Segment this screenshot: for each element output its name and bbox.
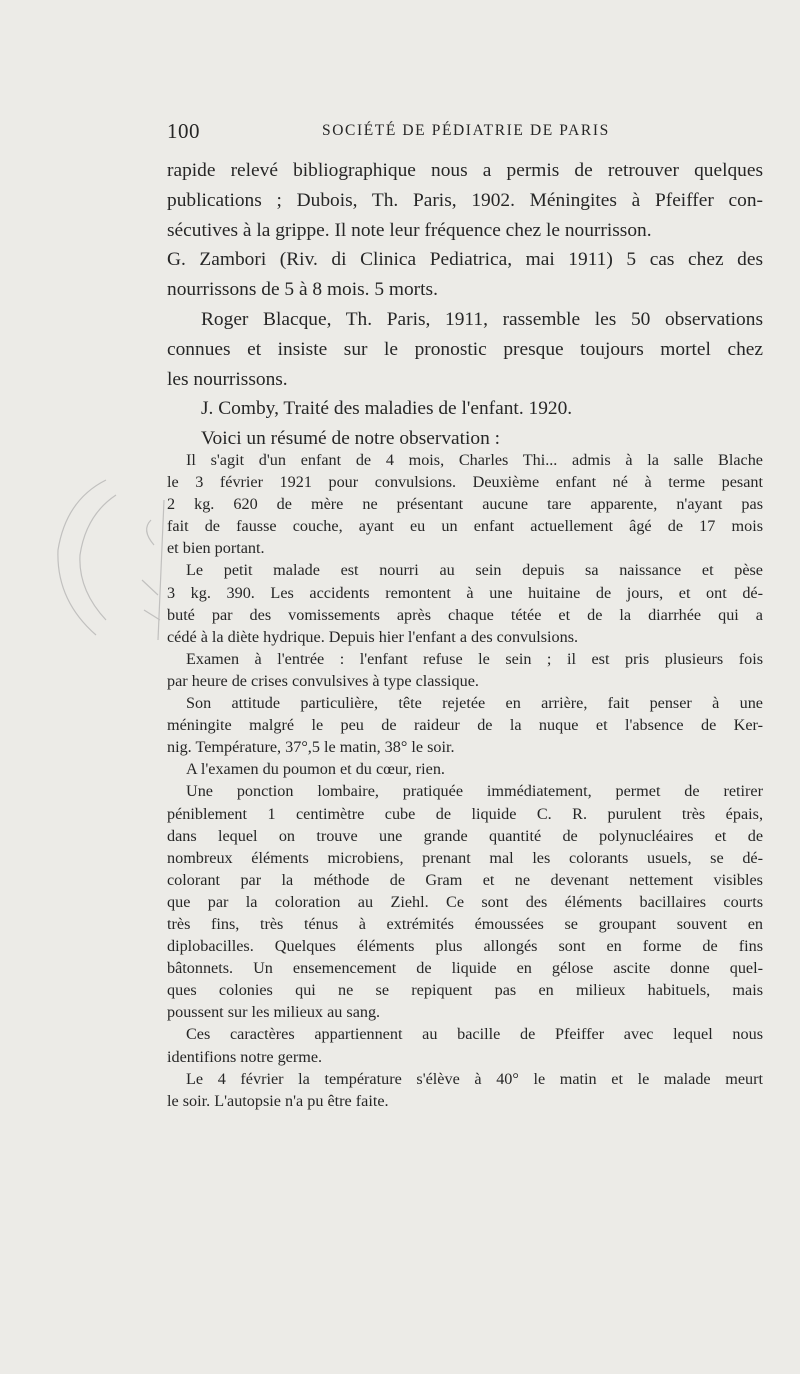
text-line: très fins, très ténus à extrémités émoussées se groupant souvent en	[167, 914, 763, 933]
text-line: Roger Blacque, Th. Paris, 1911, rassemble les 50 observations	[201, 308, 763, 330]
text-line: fait de fausse couche, ayant eu un enfant actuellement âgé de 17 mois	[167, 517, 763, 536]
text-line: Ces caractères appartiennent au bacille de Pfeiffer avec lequel nous	[186, 1025, 763, 1044]
case-observation	[167, 449, 763, 1112]
text-line: colorant par la méthode de Gram et ne devenant nettement visibles	[167, 870, 763, 889]
text-line: sécutives à la grippe. Il note leur fréquence chez le nourrisson.	[167, 219, 652, 241]
text-line: Le 4 février la température s'élève à 40° le matin et le malade meurt	[186, 1069, 763, 1088]
text-line: buté par des vomissements après chaque tétée et de la diarrhée qui a	[167, 605, 763, 624]
text-line: publications ; Dubois, Th. Paris, 1902. Méningites à Pfeiffer con-	[167, 189, 763, 211]
text-line: Il s'agit d'un enfant de 4 mois, Charles Thi... admis à la salle Blache	[186, 451, 763, 469]
text-line: que par la coloration au Ziehl. Ce sont des éléments bacillaires courts	[167, 892, 763, 911]
bibliography-paragraphs	[167, 156, 763, 454]
text-line: Son attitude particulière, tête rejetée en arrière, fait penser à une	[186, 694, 763, 713]
text-line: G. Zambori (Riv. di Clinica Pediatrica, mai 1911) 5 cas chez des	[167, 249, 763, 271]
text-line: nourrissons de 5 à 8 mois. 5 morts.	[167, 279, 438, 301]
text-line: Le petit malade est nourri au sein depuis sa naissance et pèse	[186, 561, 763, 580]
text-line: poussent sur les milieux au sang.	[167, 1003, 381, 1022]
text-line: les nourrissons.	[167, 368, 288, 390]
running-title: SOCIÉTÉ DE PÉDIATRIE DE PARIS	[322, 122, 610, 139]
text-line: méningite malgré le peu de raideur de la nuque et l'absence de Ker-	[167, 716, 763, 735]
text-line: 2 kg. 620 de mère ne présentant aucune tare apparente, n'ayant pas	[167, 495, 763, 514]
text-line: péniblement 1 centimètre cube de liquide C. R. purulent très épais,	[167, 804, 763, 823]
text-line: connues et insiste sur le pronostic presque toujours mortel chez	[167, 338, 763, 360]
text-line: identifions notre germe.	[167, 1047, 323, 1066]
text-line: A l'examen du poumon et du cœur, rien.	[186, 760, 445, 779]
text-line: par heure de crises convulsives à type classique.	[167, 671, 479, 690]
text-line: le soir. L'autopsie n'a pu être faite.	[167, 1091, 389, 1110]
page-header	[167, 119, 763, 145]
page-number: 100	[167, 119, 200, 143]
text-line: ques colonies qui ne se repiquent pas en milieux habituels, mais	[167, 981, 763, 1000]
text-line: 3 kg. 390. Les accidents remontent à une huitaine de jours, et ont dé-	[167, 583, 763, 602]
text-line: dans lequel on trouve une grande quantité de polynucléaires et de	[167, 826, 763, 845]
text-line: nombreux éléments microbiens, prenant mal les colorants usuels, se dé-	[167, 848, 763, 867]
stamp-mark	[46, 470, 168, 650]
text-line: bâtonnets. Un ensemencement de liquide en gélose ascite donne quel-	[167, 959, 763, 978]
text-line: nig. Température, 37°,5 le matin, 38° le soir.	[167, 738, 455, 757]
text-line: J. Comby, Traité des maladies de l'enfant. 1920.	[201, 398, 573, 420]
text-line: cédé à la diète hydrique. Depuis hier l'enfant a des convulsions.	[167, 627, 579, 646]
text-line: le 3 février 1921 pour convulsions. Deuxième enfant né à terme pesant	[167, 473, 763, 492]
text-line: rapide relevé bibliographique nous a permis de retrouver quelques	[167, 160, 763, 181]
text-line: Une ponction lombaire, pratiquée immédiatement, permet de retirer	[186, 782, 763, 801]
library-stamp-bleedthrough	[46, 470, 168, 650]
text-line: Voici un résumé de notre observation :	[201, 428, 501, 450]
text-line: et bien portant.	[167, 539, 265, 558]
text-line: diplobacilles. Quelques éléments plus allongés sont en forme de fins	[167, 937, 763, 956]
text-line: Examen à l'entrée : l'enfant refuse le sein ; il est pris plusieurs fois	[186, 649, 763, 668]
